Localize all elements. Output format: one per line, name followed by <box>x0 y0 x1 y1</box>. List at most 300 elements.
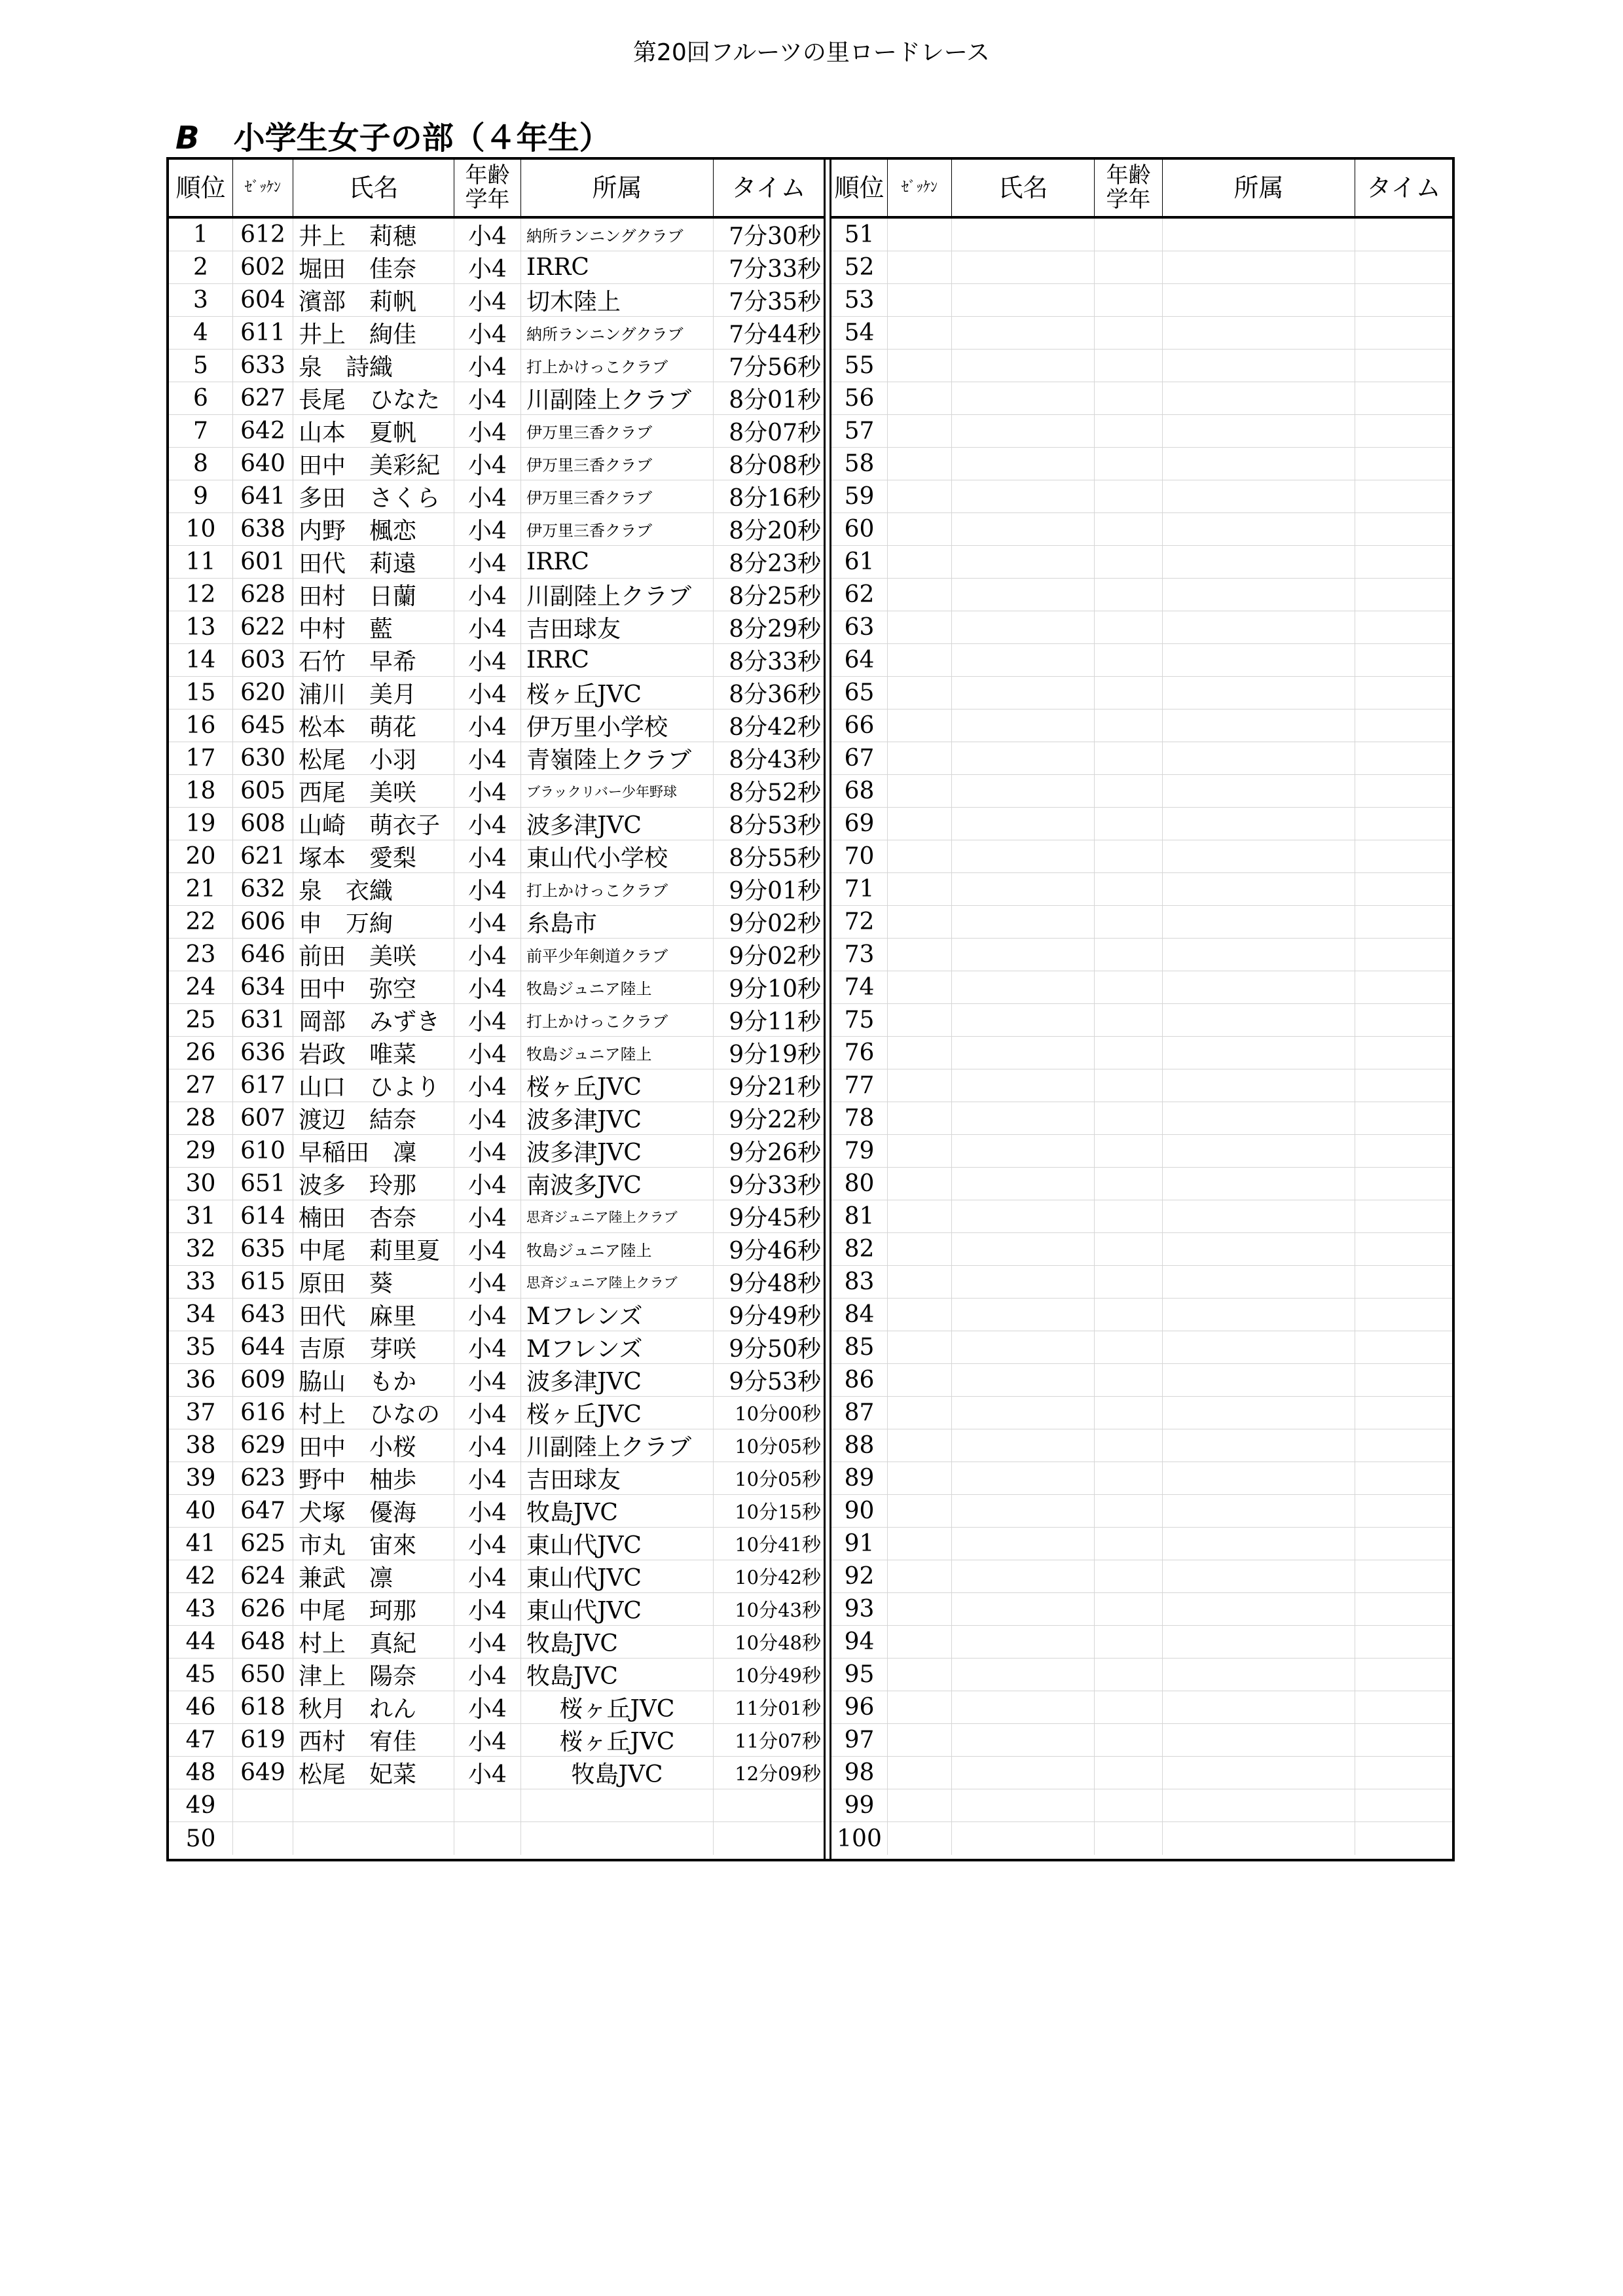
time-cell: 9分46秒 <box>729 1238 821 1265</box>
table-row <box>169 350 824 382</box>
time-cell: 8分52秒 <box>729 780 821 806</box>
grade-cell <box>1095 1429 1163 1462</box>
grade-cell: 小4 <box>454 1233 521 1265</box>
grade-cell <box>1095 513 1163 545</box>
grade-cell <box>1095 1397 1163 1429</box>
table-row <box>169 1397 824 1429</box>
rank-cell: 78 <box>831 1102 888 1134</box>
name-cell <box>952 317 1095 349</box>
table-row <box>831 840 1452 873</box>
time-cell <box>1355 284 1452 316</box>
bib-cell: 622 <box>233 611 293 643</box>
club-cell <box>1163 1462 1355 1494</box>
club-cell: 伊万里三香クラブ <box>521 415 714 447</box>
name-cell: 浦川 美月 <box>293 677 454 709</box>
club-cell: 波多津JVC <box>521 808 714 840</box>
club-cell <box>1163 1822 1355 1855</box>
table-row <box>169 939 824 971</box>
bib-cell <box>888 284 952 316</box>
name-cell: 西村 宥佳 <box>293 1724 454 1756</box>
table-row <box>169 611 824 644</box>
grade-cell <box>1095 1266 1163 1298</box>
name-cell: 脇山 もか <box>293 1364 454 1396</box>
header-grade: 学年 <box>465 187 510 213</box>
rank-cell: 51 <box>831 219 888 251</box>
bib-cell: 618 <box>233 1691 293 1723</box>
club-cell <box>1163 382 1355 414</box>
name-cell <box>952 480 1095 512</box>
rank-cell: 83 <box>831 1266 888 1298</box>
rank-cell: 65 <box>831 677 888 709</box>
name-cell <box>952 1593 1095 1625</box>
name-cell: 田代 麻里 <box>293 1299 454 1331</box>
club-cell <box>521 1822 714 1855</box>
grade-cell <box>1095 579 1163 611</box>
table-row <box>169 1266 824 1299</box>
name-cell <box>952 1691 1095 1723</box>
club-cell <box>1163 546 1355 578</box>
time-cell: 9分21秒 <box>729 1074 821 1101</box>
club-cell: 思斉ジュニア陸上クラブ <box>521 1200 714 1232</box>
grade-cell <box>1095 709 1163 742</box>
time-cell: 8分25秒 <box>729 583 821 610</box>
grade-cell: 小4 <box>454 546 521 578</box>
club-cell <box>1163 1659 1355 1691</box>
table-row <box>169 1691 824 1724</box>
bib-cell <box>888 1429 952 1462</box>
time-cell: 9分26秒 <box>729 1139 821 1166</box>
grade-cell: 小4 <box>454 971 521 1003</box>
rank-cell: 64 <box>831 644 888 676</box>
rank-cell: 81 <box>831 1200 888 1232</box>
rank-cell: 2 <box>169 251 233 283</box>
bib-cell: 602 <box>233 251 293 283</box>
grade-cell: 小4 <box>454 808 521 840</box>
time-cell <box>1355 1102 1452 1134</box>
grade-cell: 小4 <box>454 1069 521 1102</box>
name-cell: 田中 小桜 <box>293 1429 454 1462</box>
rank-cell: 22 <box>169 906 233 938</box>
table-row <box>169 251 824 284</box>
rank-cell: 16 <box>169 709 233 742</box>
grade-cell <box>454 1789 521 1821</box>
name-cell <box>952 1429 1095 1462</box>
time-cell <box>1355 840 1452 872</box>
name-cell <box>952 1462 1095 1494</box>
name-cell: 西尾 美咲 <box>293 775 454 807</box>
club-cell: 桜ヶ丘JVC <box>521 1397 714 1429</box>
header-rank: 順位 <box>169 160 233 216</box>
name-cell <box>952 1659 1095 1691</box>
table-row <box>831 808 1452 840</box>
time-cell: 8分42秒 <box>729 714 821 741</box>
name-cell <box>952 939 1095 971</box>
bib-cell <box>888 971 952 1003</box>
bib-cell: 644 <box>233 1331 293 1363</box>
grade-cell <box>1095 1233 1163 1265</box>
bib-cell <box>888 1724 952 1756</box>
time-cell: 12分09秒 <box>735 1763 821 1785</box>
grade-cell <box>1095 611 1163 643</box>
name-cell: 申 万絢 <box>293 906 454 938</box>
table-row <box>169 579 824 611</box>
bib-cell: 616 <box>233 1397 293 1429</box>
grade-cell: 小4 <box>454 1462 521 1494</box>
bib-cell: 603 <box>233 644 293 676</box>
club-cell <box>1163 644 1355 676</box>
bib-cell <box>888 1626 952 1658</box>
rank-cell: 61 <box>831 546 888 578</box>
table-row <box>831 1593 1452 1626</box>
name-cell: 塚本 愛梨 <box>293 840 454 872</box>
bib-cell: 626 <box>233 1593 293 1625</box>
bib-cell: 630 <box>233 742 293 774</box>
rank-cell: 21 <box>169 873 233 905</box>
rank-cell: 36 <box>169 1364 233 1396</box>
club-cell <box>1163 709 1355 742</box>
table-row <box>831 1299 1452 1331</box>
bib-cell <box>888 1691 952 1723</box>
club-cell: 桜ヶ丘JVC <box>521 677 714 709</box>
club-cell: 川副陸上クラブ <box>521 579 714 611</box>
grade-cell <box>1095 1822 1163 1855</box>
table-row <box>169 1200 824 1233</box>
rank-cell: 46 <box>169 1691 233 1723</box>
name-cell <box>952 1168 1095 1200</box>
time-cell <box>1355 1789 1452 1821</box>
bib-cell: 614 <box>233 1200 293 1232</box>
rank-cell: 28 <box>169 1102 233 1134</box>
table-row <box>169 971 824 1004</box>
name-cell <box>952 1200 1095 1232</box>
time-cell: 8分20秒 <box>729 518 821 545</box>
bib-cell <box>888 1560 952 1592</box>
table-row <box>831 1724 1452 1757</box>
name-cell: 井上 絢佳 <box>293 317 454 349</box>
bib-cell <box>888 840 952 872</box>
grade-cell: 小4 <box>454 1626 521 1658</box>
grade-cell: 小4 <box>454 219 521 251</box>
header-bib: ｾﾞｯｹﾝ <box>233 160 293 216</box>
time-cell <box>1355 317 1452 349</box>
grade-cell: 小4 <box>454 1659 521 1691</box>
time-cell <box>1355 448 1452 480</box>
grade-cell: 小4 <box>454 775 521 807</box>
rank-cell: 53 <box>831 284 888 316</box>
time-cell <box>1355 1135 1452 1167</box>
bib-cell: 638 <box>233 513 293 545</box>
time-cell: 8分23秒 <box>729 550 821 577</box>
name-cell <box>952 775 1095 807</box>
bib-cell: 601 <box>233 546 293 578</box>
time-cell: 9分10秒 <box>729 976 821 1003</box>
name-cell <box>952 513 1095 545</box>
bib-cell <box>888 709 952 742</box>
table-row <box>169 546 824 579</box>
time-cell <box>1355 1233 1452 1265</box>
grade-cell <box>1095 1364 1163 1396</box>
name-cell: 秋月 れん <box>293 1691 454 1723</box>
name-cell <box>293 1822 454 1855</box>
time-cell: 10分43秒 <box>735 1599 821 1621</box>
name-cell <box>952 644 1095 676</box>
table-row <box>169 1560 824 1593</box>
bib-cell <box>888 742 952 774</box>
grade-cell <box>1095 382 1163 414</box>
grade-cell <box>1095 1626 1163 1658</box>
bib-cell <box>888 1004 952 1036</box>
club-cell <box>1163 1037 1355 1069</box>
rank-cell: 77 <box>831 1069 888 1102</box>
club-cell <box>1163 906 1355 938</box>
time-cell: 7分30秒 <box>729 223 821 250</box>
bib-cell <box>888 1200 952 1232</box>
grade-cell: 小4 <box>454 579 521 611</box>
name-cell <box>952 546 1095 578</box>
rank-cell: 17 <box>169 742 233 774</box>
bib-cell <box>888 1462 952 1494</box>
bib-cell <box>233 1789 293 1821</box>
grade-cell: 小4 <box>454 1331 521 1363</box>
name-cell: 犬塚 優海 <box>293 1495 454 1527</box>
club-cell <box>521 1789 714 1821</box>
table-row <box>831 251 1452 284</box>
rank-cell: 45 <box>169 1659 233 1691</box>
name-cell <box>952 1331 1095 1363</box>
table-row <box>831 1037 1452 1069</box>
name-cell <box>952 906 1095 938</box>
table-row <box>169 906 824 939</box>
bib-cell <box>888 939 952 971</box>
club-cell <box>1163 1331 1355 1363</box>
time-cell <box>1355 1495 1452 1527</box>
time-cell <box>714 1822 824 1855</box>
club-cell <box>1163 775 1355 807</box>
club-cell <box>1163 480 1355 512</box>
bib-cell: 645 <box>233 709 293 742</box>
name-cell: 濱部 莉帆 <box>293 284 454 316</box>
time-cell <box>1355 1364 1452 1396</box>
table-row <box>831 1560 1452 1593</box>
club-cell: IRRC <box>521 546 714 578</box>
table-header <box>169 160 824 219</box>
club-cell <box>1163 1364 1355 1396</box>
bib-cell: 619 <box>233 1724 293 1756</box>
table-row <box>169 873 824 906</box>
table-row <box>169 513 824 546</box>
time-cell <box>1355 251 1452 283</box>
bib-cell: 640 <box>233 448 293 480</box>
rank-cell: 75 <box>831 1004 888 1036</box>
bib-cell: 607 <box>233 1102 293 1134</box>
rank-cell: 11 <box>169 546 233 578</box>
time-cell <box>714 1789 824 1821</box>
club-cell <box>1163 1429 1355 1462</box>
grade-cell <box>1095 971 1163 1003</box>
header-time: タイム <box>1366 173 1441 202</box>
grade-cell: 小4 <box>454 1429 521 1462</box>
time-cell <box>1355 1560 1452 1592</box>
table-header <box>831 160 1452 219</box>
table-row <box>831 480 1452 513</box>
grade-cell <box>1095 1724 1163 1756</box>
table-row <box>831 513 1452 546</box>
bib-cell: 647 <box>233 1495 293 1527</box>
table-row <box>169 1528 824 1560</box>
name-cell: 山崎 萌衣子 <box>293 808 454 840</box>
grade-cell: 小4 <box>454 317 521 349</box>
grade-cell: 小4 <box>454 284 521 316</box>
club-cell <box>1163 1626 1355 1658</box>
club-cell <box>1163 1528 1355 1560</box>
bib-cell <box>888 1102 952 1134</box>
name-cell: 石竹 早希 <box>293 644 454 676</box>
header-age-grade <box>1095 160 1163 216</box>
grade-cell <box>1095 1168 1163 1200</box>
club-cell: 打上かけっこクラブ <box>521 1004 714 1036</box>
time-cell: 9分33秒 <box>729 1172 821 1199</box>
time-cell <box>1355 971 1452 1003</box>
table-row <box>169 1593 824 1626</box>
rank-cell: 23 <box>169 939 233 971</box>
rank-cell: 37 <box>169 1397 233 1429</box>
time-cell <box>1355 906 1452 938</box>
time-cell: 9分11秒 <box>729 1009 821 1035</box>
time-cell: 10分00秒 <box>735 1403 821 1425</box>
rank-cell: 27 <box>169 1069 233 1102</box>
name-cell <box>952 808 1095 840</box>
name-cell: 泉 詩織 <box>293 350 454 382</box>
name-cell <box>952 1069 1095 1102</box>
table-row <box>169 840 824 873</box>
club-cell <box>1163 350 1355 382</box>
name-cell: 長尾 ひなた <box>293 382 454 414</box>
table-row <box>831 742 1452 775</box>
table-row <box>169 1299 824 1331</box>
club-cell: ブラックリバー少年野球 <box>521 775 714 807</box>
time-cell: 9分53秒 <box>729 1369 821 1395</box>
club-cell: 前平少年剣道クラブ <box>521 939 714 971</box>
name-cell <box>952 677 1095 709</box>
time-cell: 10分05秒 <box>735 1435 821 1458</box>
name-cell <box>952 219 1095 251</box>
club-cell <box>1163 939 1355 971</box>
bib-cell <box>888 1069 952 1102</box>
bib-cell <box>888 579 952 611</box>
grade-cell: 小4 <box>454 1757 521 1789</box>
bib-cell <box>888 644 952 676</box>
time-cell: 7分56秒 <box>729 354 821 381</box>
grade-cell <box>1095 939 1163 971</box>
time-cell: 10分48秒 <box>735 1632 821 1654</box>
table-row <box>831 709 1452 742</box>
grade-cell: 小4 <box>454 1200 521 1232</box>
header-name: 氏名 <box>293 160 454 216</box>
rank-cell: 70 <box>831 840 888 872</box>
bib-cell: 620 <box>233 677 293 709</box>
rank-cell: 33 <box>169 1266 233 1298</box>
bib-cell: 605 <box>233 775 293 807</box>
bib-cell: 621 <box>233 840 293 872</box>
club-cell: 桜ヶ丘JVC <box>521 1724 714 1756</box>
grade-cell <box>1095 742 1163 774</box>
club-cell: 波多津JVC <box>521 1102 714 1134</box>
name-cell: 中尾 莉里夏 <box>293 1233 454 1265</box>
bib-cell <box>888 677 952 709</box>
bib-cell: 629 <box>233 1429 293 1462</box>
name-cell <box>952 1037 1095 1069</box>
rank-cell: 69 <box>831 808 888 840</box>
time-cell <box>1355 1004 1452 1036</box>
table-row <box>831 1102 1452 1135</box>
rank-cell: 73 <box>831 939 888 971</box>
table-row <box>831 873 1452 906</box>
club-cell <box>1163 1266 1355 1298</box>
rank-cell: 50 <box>169 1822 233 1855</box>
table-row <box>169 1789 824 1822</box>
club-cell: 東山代JVC <box>521 1560 714 1592</box>
table-row <box>169 1757 824 1789</box>
rank-cell: 13 <box>169 611 233 643</box>
bib-cell: 643 <box>233 1299 293 1331</box>
header-grade: 学年 <box>1106 187 1151 213</box>
results-left-half <box>169 160 826 1859</box>
name-cell <box>952 1266 1095 1298</box>
grade-cell <box>1095 1200 1163 1232</box>
club-cell: 納所ランニングクラブ <box>521 219 714 251</box>
club-cell <box>1163 1135 1355 1167</box>
grade-cell: 小4 <box>454 677 521 709</box>
time-cell: 10分42秒 <box>735 1566 821 1588</box>
table-row <box>831 1168 1452 1200</box>
name-cell <box>952 709 1095 742</box>
name-cell: 田代 莉遠 <box>293 546 454 578</box>
rank-cell: 40 <box>169 1495 233 1527</box>
bib-cell <box>888 906 952 938</box>
rows-right <box>831 219 1452 1855</box>
table-row <box>831 611 1452 644</box>
rank-cell: 47 <box>169 1724 233 1756</box>
club-cell: 東山代小学校 <box>521 840 714 872</box>
club-cell <box>1163 1168 1355 1200</box>
name-cell <box>952 350 1095 382</box>
time-cell <box>1355 1397 1452 1429</box>
grade-cell: 小4 <box>454 1037 521 1069</box>
rank-cell: 39 <box>169 1462 233 1494</box>
club-cell <box>1163 1200 1355 1232</box>
time-cell: 9分45秒 <box>729 1205 821 1232</box>
rank-cell: 85 <box>831 1331 888 1363</box>
bib-cell: 615 <box>233 1266 293 1298</box>
club-cell: 納所ランニングクラブ <box>521 317 714 349</box>
bib-cell <box>888 1528 952 1560</box>
grade-cell <box>1095 1299 1163 1331</box>
name-cell: 泉 衣織 <box>293 873 454 905</box>
club-cell: 牧島ジュニア陸上 <box>521 971 714 1003</box>
bib-cell <box>233 1822 293 1855</box>
bib-cell: 610 <box>233 1135 293 1167</box>
table-row <box>169 709 824 742</box>
header-club: 所属 <box>1163 160 1355 216</box>
table-row <box>169 284 824 317</box>
club-cell <box>1163 1299 1355 1331</box>
rank-cell: 9 <box>169 480 233 512</box>
time-cell: 8分55秒 <box>729 845 821 872</box>
time-cell <box>1355 1462 1452 1494</box>
bib-cell: 609 <box>233 1364 293 1396</box>
time-cell <box>1355 873 1452 905</box>
rank-cell: 38 <box>169 1429 233 1462</box>
